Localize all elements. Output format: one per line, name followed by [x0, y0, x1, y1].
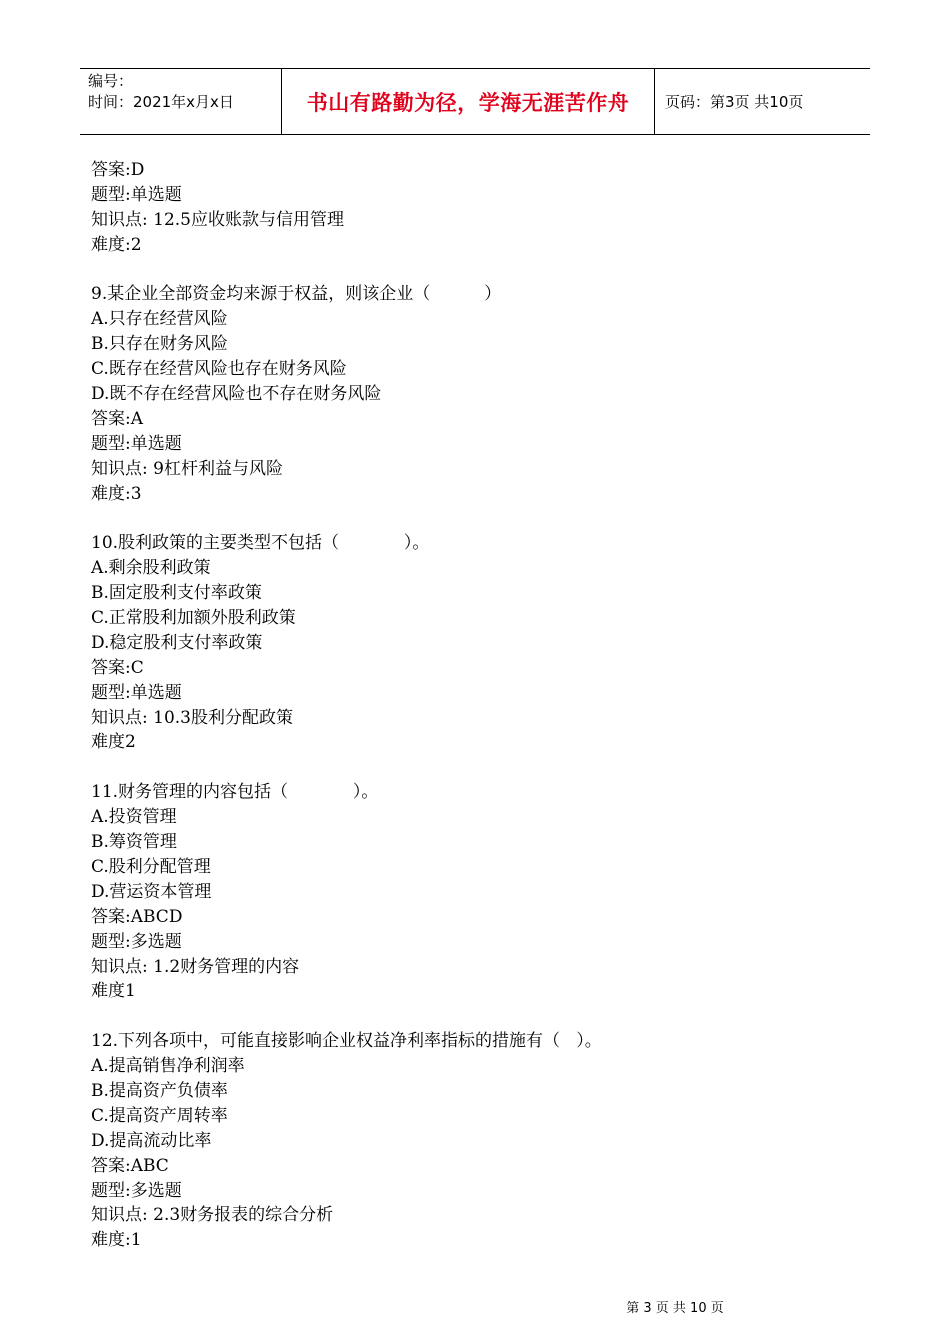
page-footer: 第 3 页 共 10 页: [626, 1301, 724, 1316]
question-12: [91, 1029, 851, 1253]
option-c: C.股利分配管理: [91, 856, 211, 877]
document-body: [91, 158, 851, 1253]
option-d: D.既不存在经营风险也不存在财务风险: [91, 384, 382, 405]
question-11: [91, 780, 851, 1004]
question-9: [91, 282, 851, 506]
type-line: 题型:单选题: [91, 184, 182, 205]
option-d: D.提高流动比率: [91, 1130, 212, 1151]
question-stem: 9.某企业全部资金均来源于权益，则该企业（ ）: [91, 284, 502, 305]
question-stem: 11.财务管理的内容包括（ ）。: [91, 782, 379, 803]
header-page-info: 页码：第3页 共10页: [665, 93, 804, 111]
knowledge-line: 知识点: 9杠杆利益与风险: [91, 458, 283, 479]
option-c: C.正常股利加额外股利政策: [91, 608, 296, 629]
answer-line: 答案:D: [91, 160, 145, 180]
answer-line: 答案:A: [91, 408, 144, 429]
answer-line: 答案:ABC: [91, 1155, 169, 1176]
difficulty-line: 难度:1: [91, 1230, 142, 1251]
option-b: B.只存在财务风险: [91, 334, 228, 355]
option-a: A.剩余股利政策: [91, 558, 211, 579]
option-c: C.既存在经营风险也存在财务风险: [91, 359, 347, 380]
type-line: 题型:单选题: [91, 433, 182, 454]
answer-line: 答案:C: [91, 657, 144, 678]
option-b: B.提高资产负债率: [91, 1080, 228, 1101]
page-header: [80, 68, 870, 135]
option-b: B.筹资管理: [91, 832, 177, 853]
header-motto: 书山有路勤为径，学海无涯苦作舟: [282, 69, 655, 134]
type-line: 题型:单选题: [91, 682, 182, 703]
type-line: 题型:多选题: [91, 1180, 182, 1201]
difficulty-line: 难度2: [91, 732, 136, 753]
option-c: C.提高资产周转率: [91, 1105, 228, 1126]
difficulty-line: 难度:3: [91, 483, 142, 504]
option-b: B.固定股利支付率政策: [91, 583, 262, 604]
difficulty-line: 难度:2: [91, 234, 142, 255]
option-d: D.营运资本管理: [91, 881, 212, 902]
knowledge-line: 知识点: 10.3股利分配政策: [91, 707, 293, 728]
knowledge-line: 知识点: 2.3财务报表的综合分析: [91, 1205, 334, 1226]
option-a: A.只存在经营风险: [91, 309, 228, 330]
question-10: [91, 531, 851, 755]
difficulty-line: 难度1: [91, 981, 136, 1002]
knowledge-line: 知识点: 1.2财务管理的内容: [91, 956, 300, 977]
date-line: 时间：2021年x月x日: [88, 93, 234, 111]
answer-line: 答案:ABCD: [91, 906, 183, 927]
question-stem: 10.股利政策的主要类型不包括（ ）。: [91, 533, 430, 554]
knowledge-line: 知识点: 12.5应收账款与信用管理: [91, 209, 344, 230]
previous-question-tail: [91, 158, 851, 258]
option-d: D.稳定股利支付率政策: [91, 632, 263, 653]
header-meta: [80, 69, 282, 134]
code-label: 编号：: [88, 72, 134, 90]
question-stem: 12.下列各项中，可能直接影响企业权益净利率指标的措施有（ ）。: [91, 1031, 602, 1052]
option-a: A.提高销售净利润率: [91, 1056, 245, 1077]
type-line: 题型:多选题: [91, 931, 182, 952]
option-a: A.投资管理: [91, 807, 177, 828]
